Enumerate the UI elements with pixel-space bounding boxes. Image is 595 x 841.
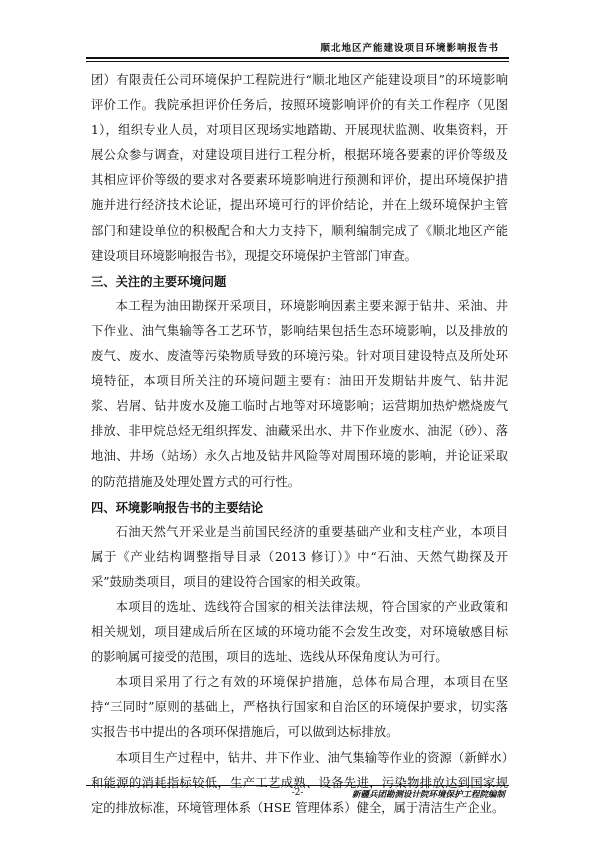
page-number: -2- [291,788,304,798]
section-4-paragraph-3: 本项目采用了行之有效的环境保护措施，总体布局合理，本项目在坚持“三同时”原则的基础上，严格执行国家和自治区的环境保护要求，切实落实报告书中提出的各项环保措施后，可以做到达标排放。 [91,675,508,740]
footer-organization: 新疆兵团勘测设计院环境保护工程院编制 [351,790,505,800]
section-4-paragraph-2: 本项目的选址、选线符合国家的相关法律法规，符合国家的产业政策和相关规划，项目建成后所在区域的环境功能不会发生改变，对环境敏感目标的影响属可接受的范围，项目的选址、选线从环保角度认为可行。 [91,599,508,665]
header-rule-thin [86,61,509,62]
paragraph-continued: 团）有限责任公司环境保护工程院进行“顺北地区产能建设项目”的环境影响评价工作。我院承担评价任务后，按照环境影响评价的有关工作程序（见图 1），组织专业人员，对项目区现场实地踏勘、开展现状监测、收集资料，开展公众参与调查，对建设项目进行工程分析，根据环境各要素的评价等级及其相应评价等级的要求对各要素环境影响进行预测和评价，提出环境保护措施并进行经济技术论证，提出环境可行的评价结论，并在上级环境保护主管部门和建设单位的积极配合和大力支持下，顺利编制完成了《顺北地区产能建设项目环境影响报告书》，现提交环境保护主管部门审查。 [91,73,508,263]
header-rule-thick [86,57,509,59]
section-3-paragraph: 本工程为油田勘探开采项目，环境影响因素主要来源于钻井、采油、井下作业、油气集输等各工艺环节，影响结果包括生态环境影响，以及排放的废气、废水、废渣等污染物质导致的环境污染。针对项目建设特点及所处环境特征，本项目所关注的环境问题主要有：油田开发期钻井废气、钻井泥浆、岩屑、钻井废水及施工临时占地等对环境影响；运营期加热炉燃烧废气排放、非甲烷总烃无组织挥发、油藏采出水、井下作业废水、油泥（砂）、落地油、井场（站场）永久占地及钻井风险等对周围环境的影响，并论证采取的防范措施及处理处置方式的可行性。 [91,298,508,489]
body-text [91,68,508,821]
running-header-title: 顺北地区产能建设项目环境影响报告书 [320,43,499,54]
section-4-paragraph-1: 石油天然气开采业是当前国民经济的重要基础产业和支柱产业，本项目属于《产业结构调整指导目录（2013 修订）》中“石油、天然气勘探及开采”鼓励类项目，项目的建设符合国家的相关政策。 [91,524,508,589]
footer-rule [86,785,509,786]
section-heading-3: 三、关注的主要环境问题 [91,273,227,289]
section-4-paragraph-4: 本项目生产过程中，钻井、井下作业、油气集输等作业的资源（新鲜水）和能源的消耗指标较低，生产工艺成熟、设备先进，污染物排放达到国家规定的排放标准，环境管理体系（HSE 管理体系）健全，属于清洁生产企业。 [91,750,508,815]
section-heading-4: 四、环境影响报告书的主要结论 [91,499,264,515]
